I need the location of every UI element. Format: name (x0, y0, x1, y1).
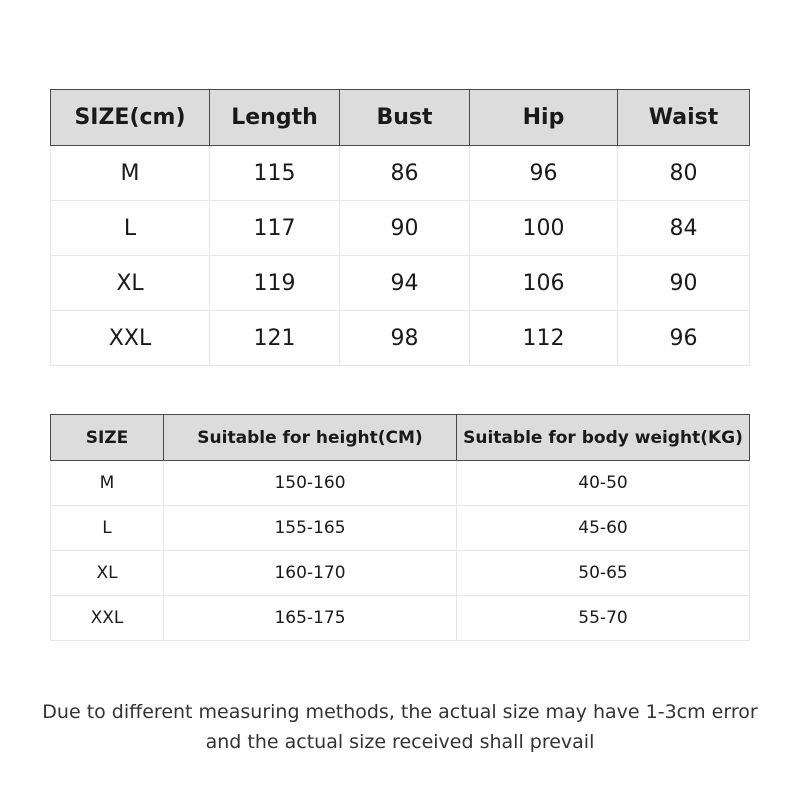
header-size: SIZE (51, 415, 164, 461)
size-measurement-table (50, 89, 750, 366)
cell-bust: 86 (340, 146, 470, 201)
cell-size: XL (51, 551, 164, 596)
cell-size: XXL (51, 311, 210, 366)
table-row (51, 461, 750, 506)
cell-hip: 96 (470, 146, 618, 201)
cell-height: 160-170 (164, 551, 457, 596)
header-bust: Bust (340, 90, 470, 146)
cell-weight: 45-60 (457, 506, 750, 551)
cell-bust: 90 (340, 201, 470, 256)
header-hip: Hip (470, 90, 618, 146)
table-header-row (51, 415, 750, 461)
cell-size: XXL (51, 596, 164, 641)
header-weight: Suitable for body weight(KG) (457, 415, 750, 461)
table-row (51, 506, 750, 551)
header-height: Suitable for height(CM) (164, 415, 457, 461)
cell-weight: 40-50 (457, 461, 750, 506)
cell-waist: 84 (618, 201, 750, 256)
note-line-2: and the actual size received shall prevail (205, 731, 595, 753)
cell-length: 117 (210, 201, 340, 256)
cell-height: 150-160 (164, 461, 457, 506)
cell-length: 115 (210, 146, 340, 201)
measurement-note (0, 697, 800, 757)
cell-bust: 94 (340, 256, 470, 311)
cell-size: M (51, 146, 210, 201)
cell-length: 119 (210, 256, 340, 311)
table-row (51, 256, 750, 311)
cell-height: 155-165 (164, 506, 457, 551)
cell-waist: 80 (618, 146, 750, 201)
cell-size: M (51, 461, 164, 506)
cell-bust: 98 (340, 311, 470, 366)
cell-hip: 100 (470, 201, 618, 256)
cell-size: L (51, 506, 164, 551)
table-row (51, 596, 750, 641)
cell-weight: 55-70 (457, 596, 750, 641)
cell-waist: 96 (618, 311, 750, 366)
cell-weight: 50-65 (457, 551, 750, 596)
cell-hip: 112 (470, 311, 618, 366)
cell-length: 121 (210, 311, 340, 366)
cell-size: L (51, 201, 210, 256)
table-row (51, 146, 750, 201)
size-fit-table (50, 414, 750, 641)
table-row (51, 311, 750, 366)
note-line-1: Due to different measuring methods, the actual size may have 1-3cm error (42, 701, 758, 723)
table-header-row (51, 90, 750, 146)
header-size-cm: SIZE(cm) (51, 90, 210, 146)
cell-hip: 106 (470, 256, 618, 311)
header-waist: Waist (618, 90, 750, 146)
cell-waist: 90 (618, 256, 750, 311)
cell-size: XL (51, 256, 210, 311)
header-length: Length (210, 90, 340, 146)
table-row (51, 551, 750, 596)
cell-height: 165-175 (164, 596, 457, 641)
table-row (51, 201, 750, 256)
